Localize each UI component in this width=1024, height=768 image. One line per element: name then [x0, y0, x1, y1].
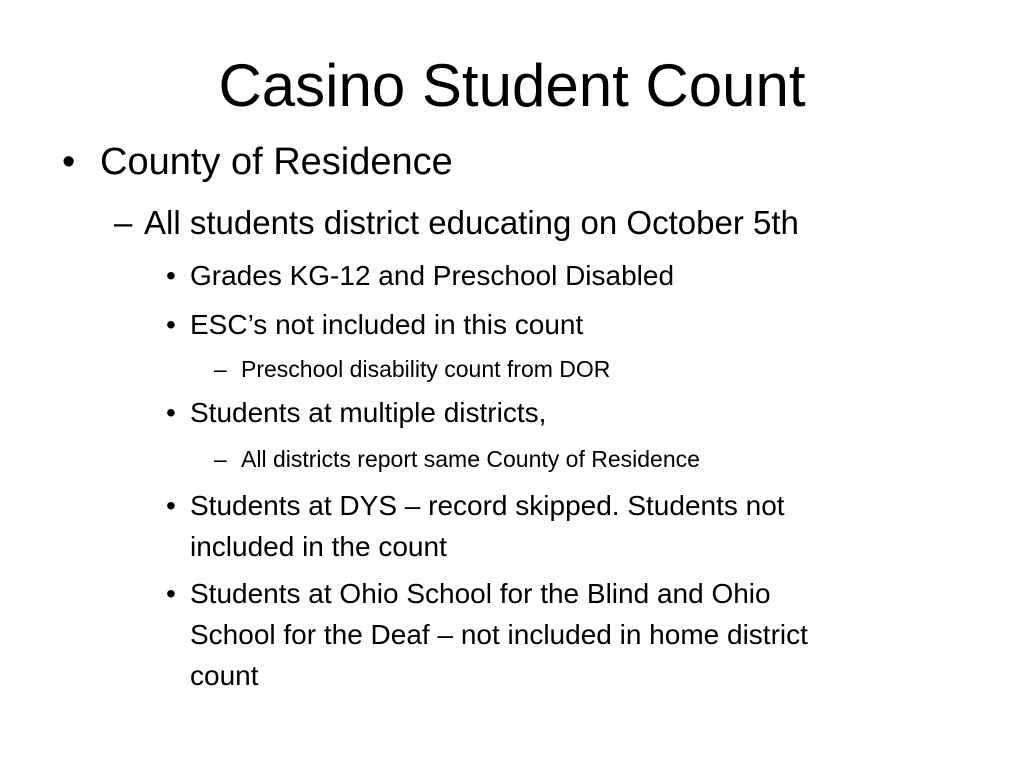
bullet-text-line-2: included in the count — [190, 531, 447, 562]
bullet-text-line-2: School for the Deaf – not included in home district — [190, 619, 808, 650]
bullet-icon: • — [166, 260, 176, 291]
bullet-text-line-3: count — [190, 660, 259, 691]
bullet-text: Grades KG-12 and Preschool Disabled — [190, 260, 675, 291]
bullet-icon: • — [166, 309, 176, 340]
bullet-icon: • — [166, 397, 176, 428]
subbullet-text: Preschool disability count from DOR — [241, 356, 611, 382]
bullet-text: Students at multiple districts, — [190, 397, 547, 428]
bullet-icon: • — [166, 490, 176, 521]
subbullet-text: All students district educating on October 5th — [144, 204, 799, 241]
bullet-text: County of Residence — [100, 141, 453, 183]
bullet-text-line-1: Students at Ohio School for the Blind and Ohio — [190, 578, 771, 609]
bullet-text-line-1: Students at DYS – record skipped. Students not — [190, 490, 785, 521]
dash-icon: – — [214, 356, 227, 382]
bullet-icon: • — [166, 578, 176, 609]
bullet-text: ESC’s not included in this count — [190, 309, 584, 340]
bullet-icon: • — [62, 141, 76, 183]
dash-icon: – — [114, 204, 133, 241]
subbullet-text: All districts report same County of Residence — [241, 446, 700, 472]
slide-title: Casino Student Count — [218, 52, 806, 119]
dash-icon: – — [214, 446, 227, 472]
